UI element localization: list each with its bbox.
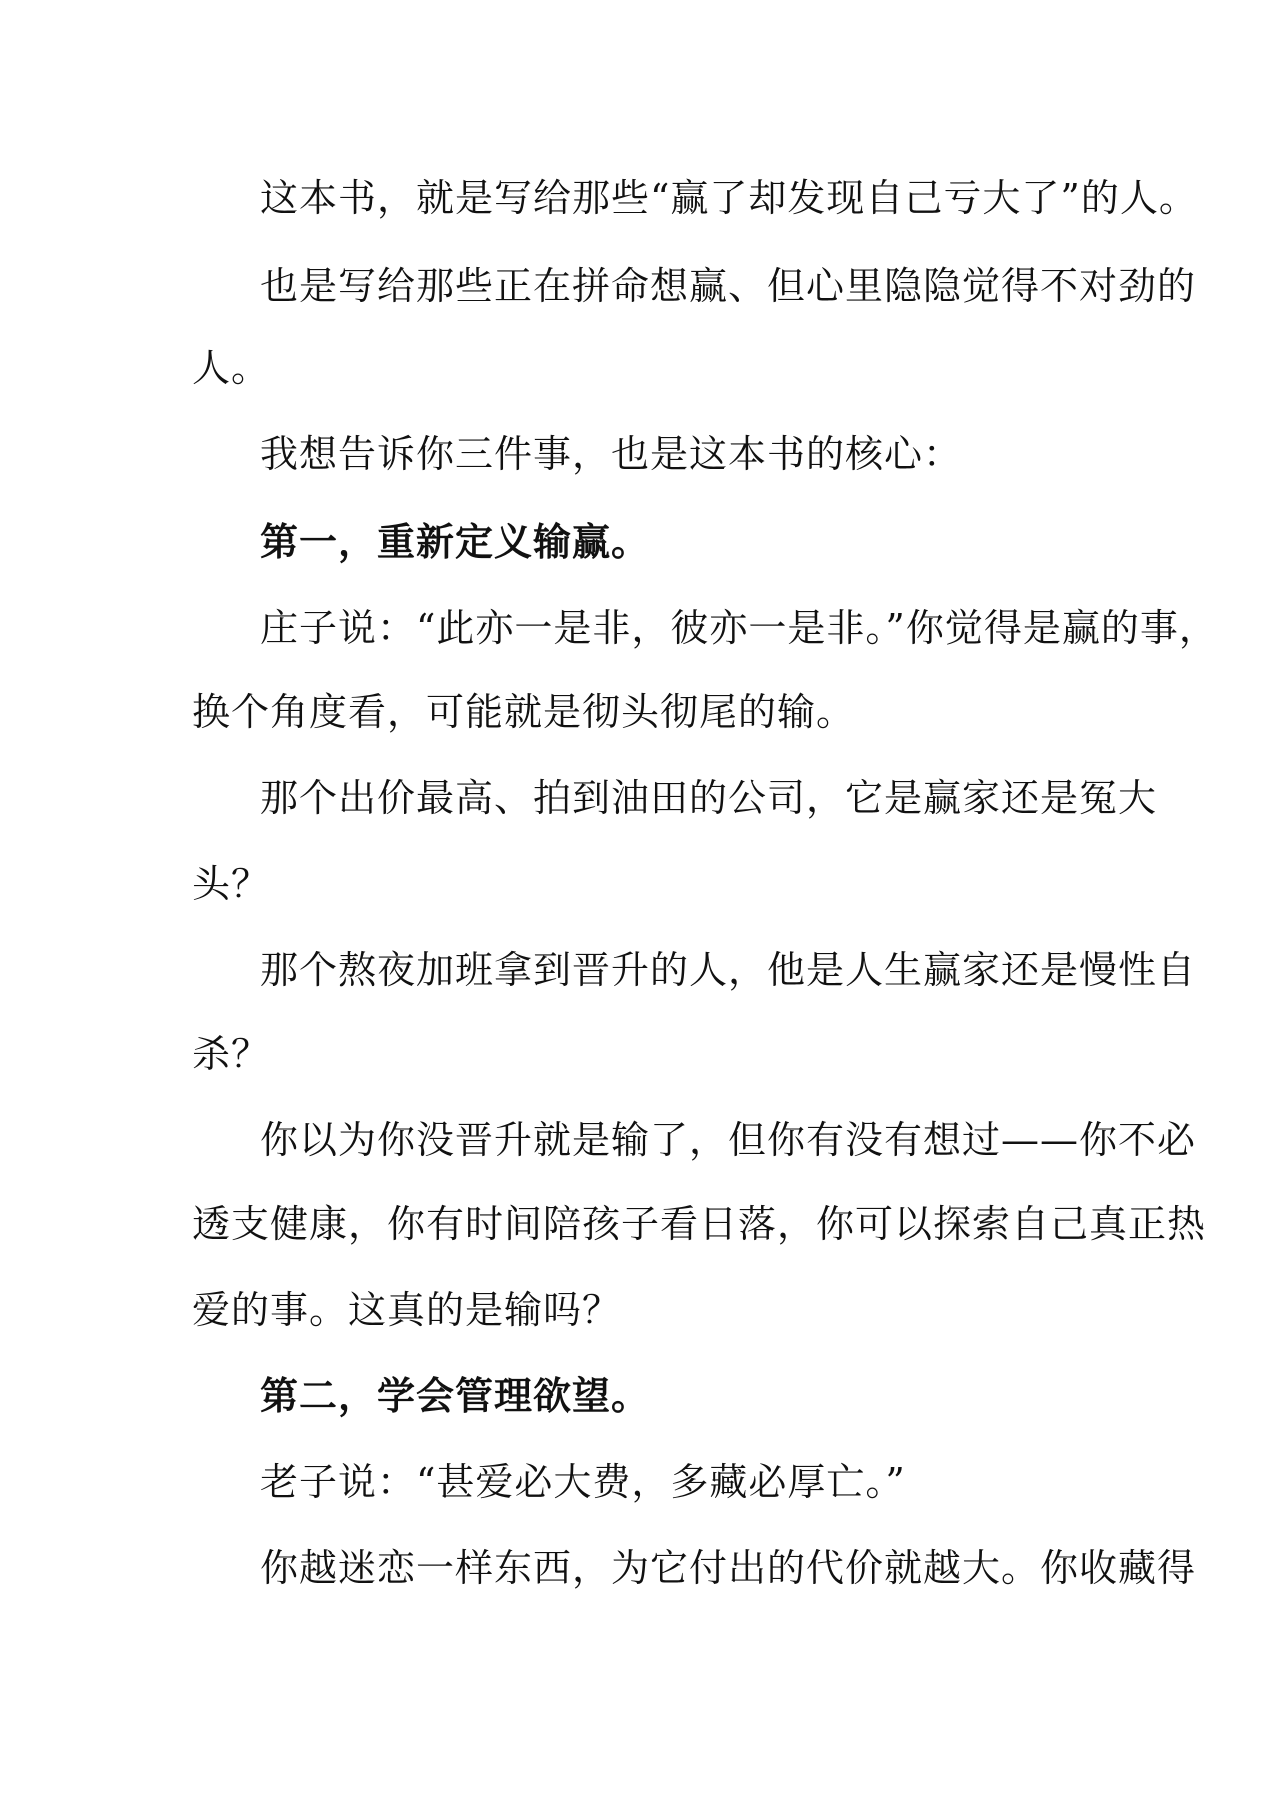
paragraph-line: 那个熬夜加班拿到晋升的人，他是人生赢家还是慢性自 (260, 948, 1197, 992)
paragraph-line: 杀？ (192, 1032, 271, 1076)
paragraph-line: 那个出价最高、拍到油田的公司，它是赢家还是冤大 (260, 776, 1158, 820)
paragraph-line: 换个角度看，可能就是彻头彻尾的输。 (192, 690, 856, 734)
paragraph-line: 头？ (192, 862, 271, 906)
paragraph-line: 人。 (192, 346, 271, 390)
paragraph-line: 我想告诉你三件事，也是这本书的核心： (260, 432, 963, 476)
paragraph-line: 庄子说：“此亦一是非，彼亦一是非。”你觉得是赢的事， (260, 606, 1218, 650)
paragraph-line: 爱的事。这真的是输吗？ (192, 1288, 622, 1332)
section-heading: 第一，重新定义输赢。 (260, 519, 651, 564)
paragraph-line: 老子说：“甚爱必大费，多藏必厚亡。” (260, 1460, 906, 1504)
paragraph-line: 也是写给那些正在拼命想赢、但心里隐隐觉得不对劲的 (260, 264, 1197, 308)
paragraph-line: 透支健康，你有时间陪孩子看日落，你可以探索自己真正热 (192, 1202, 1207, 1246)
paragraph-line: 这本书，就是写给那些“赢了却发现自己亏大了”的人。 (260, 176, 1198, 220)
paragraph-line: 你以为你没晋升就是输了，但你有没有想过——你不必 (260, 1118, 1197, 1162)
paragraph-line: 你越迷恋一样东西，为它付出的代价就越大。你收藏得 (260, 1546, 1197, 1590)
section-heading: 第二，学会管理欲望。 (260, 1373, 651, 1418)
